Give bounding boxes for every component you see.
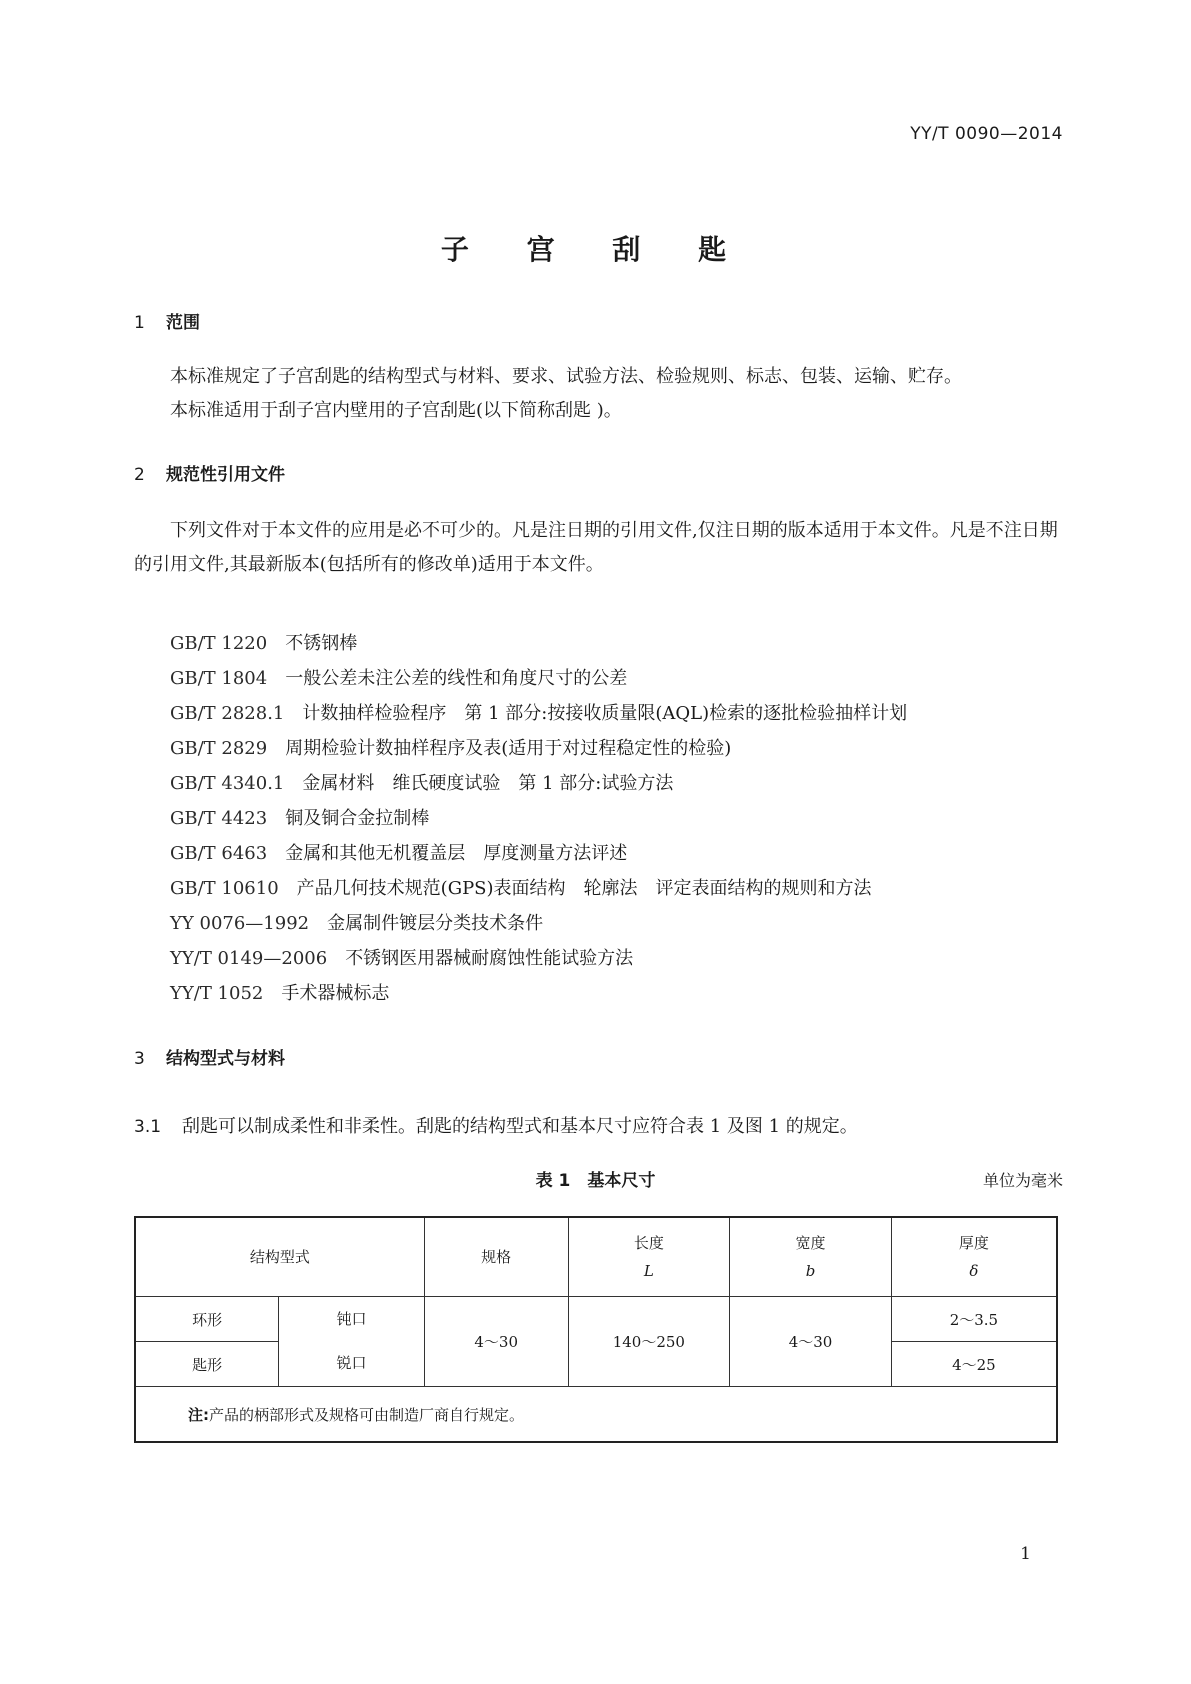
reference-item bbox=[170, 871, 907, 906]
table-unit: 单位为毫米 bbox=[982, 1171, 1063, 1190]
table-note-row bbox=[135, 1387, 1057, 1443]
reference-item bbox=[170, 941, 907, 976]
reference-code: GB/T 2828.1 bbox=[170, 703, 285, 724]
reference-item bbox=[170, 976, 907, 1011]
header-length-label: 长度 bbox=[633, 1234, 664, 1252]
section-2-intro: 下列文件对于本文件的应用是必不可少的。凡是注日期的引用文件,仅注日期的版本适用于本文件。凡是不注日期的引用文件,其最新版本(包括所有的修改单)适用于本文件。 bbox=[134, 520, 1058, 575]
reference-title: 周期检验计数抽样程序及表(适用于对过程稳定性的检验) bbox=[285, 738, 732, 759]
cell-shape: 匙形 bbox=[135, 1342, 279, 1387]
section-1-paragraph-1: 本标准规定了子宫刮匙的结构型式与材料、要求、试验方法、检验规则、标志、包装、运输、贮存。 bbox=[170, 366, 962, 387]
reference-code: GB/T 1804 bbox=[170, 668, 268, 689]
section-number: 1 bbox=[134, 313, 145, 333]
cell-edge-group bbox=[279, 1297, 425, 1387]
reference-item bbox=[170, 906, 907, 941]
reference-title: 不锈钢医用器械耐腐蚀性能试验方法 bbox=[345, 948, 634, 969]
reference-item bbox=[170, 801, 907, 836]
reference-code: YY/T 1052 bbox=[170, 983, 264, 1004]
section-number: 3 bbox=[134, 1049, 145, 1069]
cell-edge: 钝口 bbox=[336, 1310, 367, 1328]
table-note bbox=[135, 1387, 1057, 1443]
reference-title: 铜及铜合金拉制棒 bbox=[285, 808, 430, 829]
reference-title: 金属制件镀层分类技术条件 bbox=[327, 913, 544, 934]
header-width-symbol: b bbox=[805, 1262, 816, 1280]
cell-edge: 锐口 bbox=[336, 1354, 367, 1372]
reference-item bbox=[170, 731, 907, 766]
reference-code: GB/T 1220 bbox=[170, 633, 268, 654]
reference-code: GB/T 4423 bbox=[170, 808, 268, 829]
cell-length: 140～250 bbox=[568, 1297, 730, 1387]
note-label: 注: bbox=[188, 1405, 209, 1424]
header-thickness-label: 厚度 bbox=[958, 1234, 989, 1252]
dimensions-table bbox=[134, 1216, 1058, 1443]
section-3-heading bbox=[134, 1044, 285, 1069]
cell-thickness: 2～3.5 bbox=[891, 1297, 1057, 1342]
reference-code: GB/T 6463 bbox=[170, 843, 268, 864]
standard-code: YY/T 0090—2014 bbox=[910, 124, 1063, 144]
clause-3-1 bbox=[134, 1112, 858, 1138]
reference-code: GB/T 10610 bbox=[170, 878, 279, 899]
reference-title: 不锈钢棒 bbox=[285, 633, 358, 654]
reference-item bbox=[170, 696, 907, 731]
reference-title: 金属和其他无机覆盖层 厚度测量方法评述 bbox=[285, 843, 628, 864]
table-row bbox=[135, 1297, 1057, 1342]
header-thickness bbox=[891, 1217, 1057, 1297]
section-number: 2 bbox=[134, 465, 145, 485]
reference-code: GB/T 4340.1 bbox=[170, 773, 285, 794]
page-number: 1 bbox=[1020, 1544, 1031, 1564]
cell-spec: 4～30 bbox=[424, 1297, 568, 1387]
reference-code: GB/T 2829 bbox=[170, 738, 268, 759]
reference-item bbox=[170, 661, 907, 696]
cell-width: 4～30 bbox=[730, 1297, 892, 1387]
section-title: 范围 bbox=[166, 313, 200, 333]
header-length bbox=[568, 1217, 730, 1297]
header-width bbox=[730, 1217, 892, 1297]
section-title: 结构型式与材料 bbox=[166, 1049, 285, 1069]
header-type: 结构型式 bbox=[135, 1217, 424, 1297]
note-text: 产品的柄部形式及规格可由制造厂商自行规定。 bbox=[209, 1405, 525, 1424]
reference-title: 一般公差未注公差的线性和角度尺寸的公差 bbox=[285, 668, 628, 689]
table-caption: 表 1 基本尺寸 bbox=[535, 1171, 656, 1191]
reference-item bbox=[170, 626, 907, 661]
section-1-paragraph-2: 本标准适用于刮子宫内壁用的子宫刮匙(以下简称刮匙 )。 bbox=[170, 400, 622, 421]
document-title: 子 宫 刮 匙 bbox=[440, 233, 751, 266]
header-spec: 规格 bbox=[424, 1217, 568, 1297]
section-1-heading bbox=[134, 308, 200, 333]
normative-references-list bbox=[170, 626, 907, 1011]
reference-title: 计数抽样检验程序 第 1 部分:按接收质量限(AQL)检索的逐批检验抽样计划 bbox=[302, 703, 908, 724]
cell-thickness: 4～25 bbox=[891, 1342, 1057, 1387]
header-thickness-symbol: δ bbox=[969, 1262, 979, 1280]
reference-item bbox=[170, 836, 907, 871]
clause-text: 刮匙可以制成柔性和非柔性。刮匙的结构型式和基本尺寸应符合表 1 及图 1 的规定。 bbox=[182, 1116, 858, 1137]
reference-code: YY/T 0149—2006 bbox=[170, 948, 328, 969]
reference-title: 手术器械标志 bbox=[281, 983, 390, 1004]
section-2-heading bbox=[134, 460, 285, 485]
reference-code: YY 0076—1992 bbox=[170, 913, 310, 934]
header-width-label: 宽度 bbox=[795, 1234, 826, 1252]
section-title: 规范性引用文件 bbox=[166, 465, 285, 485]
header-length-symbol: L bbox=[643, 1262, 654, 1280]
reference-title: 金属材料 维氏硬度试验 第 1 部分:试验方法 bbox=[302, 773, 674, 794]
clause-number: 3.1 bbox=[134, 1117, 162, 1137]
cell-shape: 环形 bbox=[135, 1297, 279, 1342]
reference-item bbox=[170, 766, 907, 801]
reference-title: 产品几何技术规范(GPS)表面结构 轮廓法 评定表面结构的规则和方法 bbox=[296, 878, 872, 899]
table-header-row bbox=[135, 1217, 1057, 1297]
